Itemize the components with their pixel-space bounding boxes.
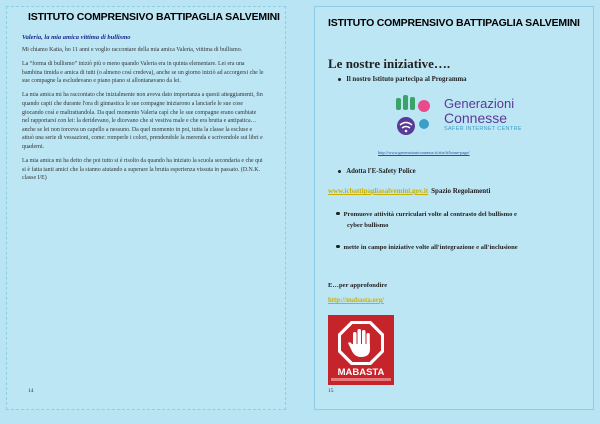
bullet-dot-icon bbox=[338, 78, 341, 81]
site-row bbox=[328, 187, 490, 195]
logo-text-line3: SAFER INTERNET CENTRE bbox=[444, 126, 522, 132]
story-title: Valeria, la mia amica vittima di bullismo bbox=[22, 34, 131, 41]
initiatives-title: Le nostre iniziative…. bbox=[328, 56, 451, 71]
bullet-dot-icon bbox=[338, 170, 341, 173]
promo-1-text-b: cyber bullismo bbox=[347, 221, 389, 229]
story-paragraph-3: La mia amica mi ha raccontato che inizialmente non aveva dato importanza a questi atteggiamenti, fin quando capii che durante l'ora di ginnastica le sue compagne iniziarono a lanciarle le sue cose giocando così e maltrattandola. Da quel momento Valeria capì che le sue compagne erano cambiate nel rapportarsi con lei: la deridevano, le dicevano che si vestiva male e che era brutta e antipatica… anche se lei non torceva un capello a nessuno. Da quel momento in poi, tutta la classe la escluse e attuò una serie di vessazioni, come: romperle i colori, prendendole la merenda e scrivendole sui libri e quaderni. bbox=[22, 92, 263, 150]
story-paragraph-1: Mi chiamo Katia, ho 11 anni e voglio raccontare della mia amica Valeria, vittima di bullismo. bbox=[22, 47, 243, 53]
right-page-number: 15 bbox=[328, 388, 334, 394]
mabasta-logo-text: MABASTA bbox=[337, 367, 385, 378]
right-page-header: ISTITUTO COMPRENSIVO BATTIPAGLIA SALVEMINI bbox=[328, 17, 580, 29]
mabasta-logo-underline bbox=[331, 378, 391, 381]
school-site-link[interactable]: www.icbattipagliasalvemini.gov.it bbox=[328, 187, 429, 195]
generazioni-connesse-logo bbox=[386, 92, 536, 142]
police-bullet-text: Adotta l'E-Safety Police bbox=[346, 168, 416, 175]
further-reading-label: E…per approfondire bbox=[328, 282, 388, 289]
bullet-dot-icon bbox=[336, 245, 340, 249]
story-paragraph-2: La “forma di bullismo” iniziò più o meno quando Valeria era in quinta elementare. Lei era una bambina timida e amica di tutti (o almeno così credeva), anche se un giorno iniziò ad accorgersi che le sue compagne la escludevano e piano piano si allontanavano da lei. bbox=[22, 61, 264, 85]
mabasta-link[interactable]: http://mabasta.org/ bbox=[328, 297, 385, 304]
story-paragraph-4: La mia amica mi ha detto che poi tutto si è risolto da quando ha iniziato la scuola secondaria e che qui si è fatta tanti amici che la stanno aiutando a superare la brutta esperienza vissuta in passato. (D.N.K. classe I/E) bbox=[22, 158, 263, 182]
story-body bbox=[22, 46, 264, 188]
program-bullet bbox=[338, 76, 467, 83]
program-bullet-text: Il nostro Istituto partecipa al Programma bbox=[346, 76, 467, 83]
generazioni-connesse-icon bbox=[386, 92, 442, 142]
left-page-header: ISTITUTO COMPRENSIVO BATTIPAGLIA SALVEMINI bbox=[28, 11, 280, 23]
mabasta-logo bbox=[328, 315, 394, 385]
promo-1-text-a: Promuove attività curriculari volte al contrasto del bullismo e bbox=[343, 211, 517, 218]
promo-bullet-1 bbox=[336, 210, 576, 231]
stop-hand-icon bbox=[328, 315, 394, 367]
logo-text-line2: Connesse bbox=[444, 110, 508, 126]
promo-bullet-2 bbox=[336, 243, 576, 254]
police-bullet bbox=[338, 168, 416, 175]
bullet-dot-icon bbox=[336, 212, 340, 216]
logo-text-line1: Generazioni bbox=[444, 96, 515, 111]
program-url-link[interactable]: http://www.generazioniconnesse.it/site/it/home-page/ bbox=[378, 150, 470, 155]
site-label: Spazio Regolamenti bbox=[431, 187, 491, 195]
promo-2-text: mette in campo iniziative volte all'integrazione e all'inclusione bbox=[343, 244, 518, 251]
left-page-number: 14 bbox=[28, 388, 34, 394]
